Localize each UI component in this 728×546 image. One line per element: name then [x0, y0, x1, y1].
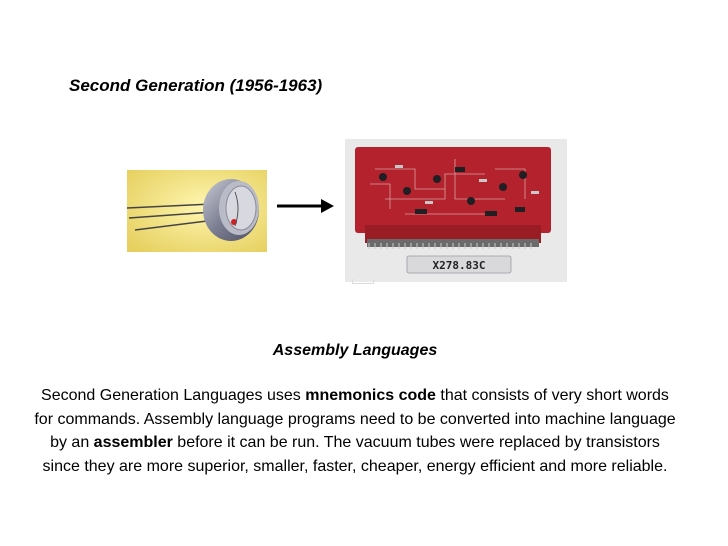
- body-paragraph: [30, 384, 680, 478]
- slide-title: Second Generation (1956-1963): [69, 76, 323, 95]
- assembler-term: assembler: [93, 434, 173, 451]
- circuit-board-photo: [345, 139, 567, 282]
- paragraph-text-2: that consists of very short words for commands. Assembly language programs need to be converted into machine language by an: [34, 387, 676, 451]
- paragraph-text-3: before it can be run. The vacuum tubes were replaced by transistors since they are more superior, smaller, faster, cheaper, energy efficient and more reliable.: [42, 434, 668, 475]
- board-label: X278.83C: [432, 259, 486, 272]
- image-frame-mark: [352, 279, 374, 284]
- paragraph-text-1: Second Generation Languages uses: [41, 387, 306, 404]
- section-heading: Assembly Languages: [272, 342, 438, 359]
- arrow-right-icon: [277, 196, 335, 216]
- transistor-photo: [127, 170, 267, 252]
- mnemonics-code-term: mnemonics code: [305, 387, 436, 404]
